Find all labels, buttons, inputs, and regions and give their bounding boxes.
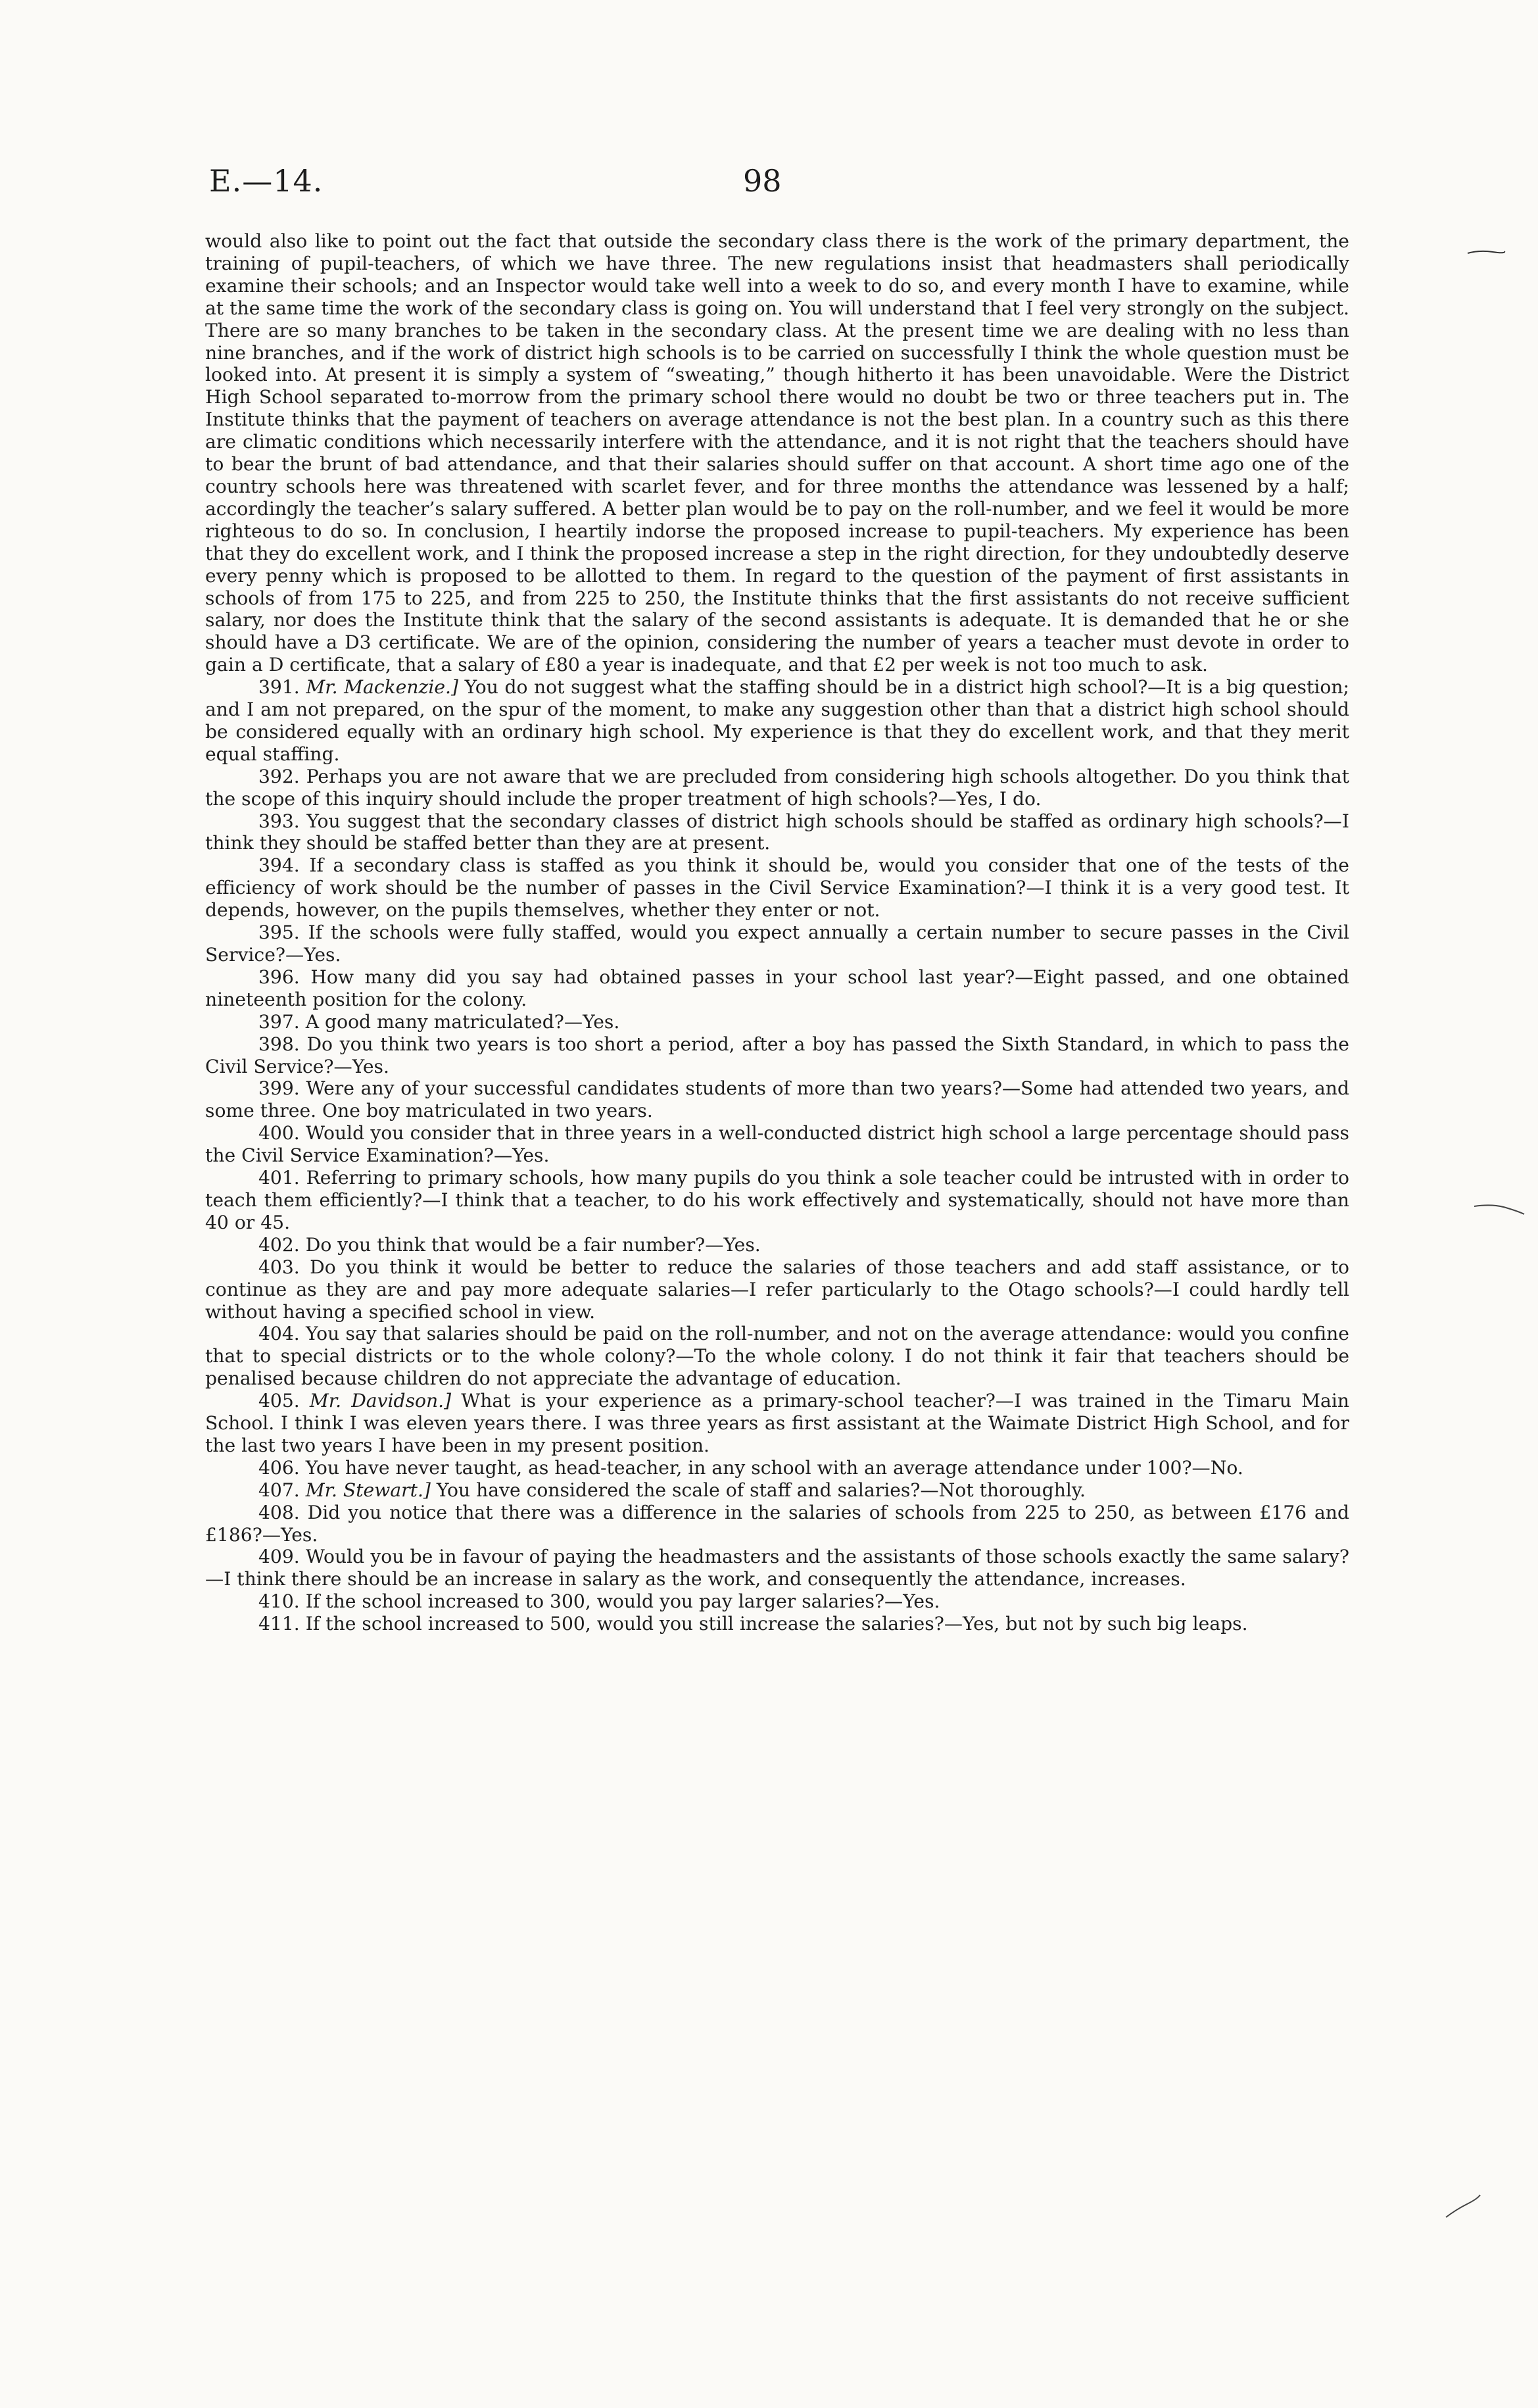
question-number: 404. [258,1323,300,1345]
margin-pencil-mark-icon [1473,1204,1526,1217]
question-number: 392. [258,765,300,787]
question-407 [205,1479,1349,1502]
question-number: 398. [258,1033,300,1055]
question-text: You say that salaries should be paid on the roll-number, and not on the average attendance: would you confine that to special districts or to the whole colony?—To the whole colony. I do not think it fair that teachers should be penalised because children do not appreciate the advantage of education. [205,1323,1349,1390]
question-399 [205,1077,1349,1122]
question-text: Do you think two years is too short a period, after a boy has passed the Sixth Standard, in which to pass the Civil Service?—Yes. [205,1033,1349,1077]
question-409 [205,1546,1349,1590]
margin-pencil-mark-icon [1466,249,1506,255]
question-number: 409. [258,1546,300,1568]
question-400 [205,1122,1349,1167]
question-text: You have never taught, as head-teacher, in any school with an average attendance under 100?—No. [305,1456,1243,1479]
question-392 [205,766,1349,810]
speaker: Mr. Mackenzie.] [306,676,459,699]
question-text: Perhaps you are not aware that we are precluded from considering high schools altogether. Do you think that the scope of this inquiry should include the proper treatment of high schools?—Yes, I do. [205,765,1349,810]
question-number: 402. [258,1233,300,1256]
question-394 [205,854,1349,921]
question-number: 400. [258,1122,300,1144]
question-text: Referring to primary schools, how many pupils do you think a sole teacher could be intrusted with in order to teach them efficiently?—I think that a teacher, to do his work effectively and systematically, should not have more than 40 or 45. [205,1167,1349,1233]
question-number: 403. [258,1256,300,1278]
question-410 [205,1590,1349,1613]
question-397 [205,1011,1349,1033]
question-text: If the schools were fully staffed, would you expect annually a certain number to secure passes in the Civil Service?—Yes. [205,921,1349,966]
question-398 [205,1033,1349,1078]
question-text: What is your experience as a primary-school teacher?—I was trained in the Timaru Main School. I think I was eleven years there. I was three years as first assistant at the Waimate District High School, and for the last two years I have been in my present position. [205,1390,1349,1456]
question-408 [205,1502,1349,1546]
question-405 [205,1390,1349,1457]
question-411 [205,1613,1349,1635]
question-391 [205,676,1349,766]
question-406 [205,1457,1349,1479]
question-text: If the school increased to 300, would you pay larger salaries?—Yes. [305,1590,940,1613]
question-number: 396. [258,966,300,988]
question-404 [205,1323,1349,1390]
question-text: Were any of your successful candidates students of more than two years?—Some had attended two years, and some three. One boy matriculated in two years. [205,1077,1349,1122]
question-number: 395. [258,921,300,944]
question-text: Did you notice that there was a difference in the salaries of schools from 225 to 250, as between £176 and £186?—Yes. [205,1501,1349,1546]
question-text: You have considered the scale of staff and salaries?—Not thoroughly. [430,1479,1086,1501]
question-text: You do not suggest what the staffing should be in a district high school?—It is a big question; and I am not prepared, on the spur of the moment, to make any suggestion other than that a district high school should be considered equally with an ordinary high school. My experience is that they do excellent work, and that they merit equal staffing. [205,676,1349,765]
question-395 [205,921,1349,966]
question-number: 391. [258,676,300,699]
question-text: Would you be in favour of paying the headmasters and the assistants of those schools exactly the same salary?—I think there should be an increase in salary as the work, and consequently the attendance, increases. [205,1546,1349,1590]
document-reference: E.—14. [209,163,324,199]
question-402 [205,1234,1349,1256]
question-text: How many did you say had obtained passes in your school last year?—Eight passed, and one obtained nineteenth position for the colony. [205,966,1350,1010]
question-number: 407. [258,1479,300,1501]
question-text: If a secondary class is staffed as you think it should be, would you consider that one of the tests of the efficiency of work should be the number of passes in the Civil Service Examination?—I think it is a very good test. It depends, however, on the pupils themselves, whether they enter or not. [205,854,1349,921]
question-text: Would you consider that in three years in a well-conducted district high school a large percentage should pass the Civil Service Examination?—Yes. [205,1122,1349,1167]
question-number: 394. [258,854,300,877]
question-396 [205,966,1349,1011]
question-number: 405. [258,1390,300,1412]
question-number: 410. [258,1590,300,1613]
question-text: A good many matriculated?—Yes. [305,1010,620,1033]
question-number: 399. [258,1077,300,1100]
question-393 [205,810,1349,855]
question-number: 397. [258,1010,300,1033]
question-text: Do you think that would be a fair number?—Yes. [305,1233,761,1256]
margin-pencil-mark-icon [1443,2180,1483,2220]
intro-paragraph: would also like to point out the fact that outside the secondary class there is the work of the primary department, the training of pupil-teachers, of which we have three. The new regulations insist that headmasters shall periodically examine their schools; and an Inspector would take well into a week to do so, and every month I have to examine, while at the same time the work of the secondary class is going on. You will understand that I feel very strongly on the subject. There are so many branches to be taken in the secondary class. At the present time we are dealing with no less than nine branches, and if the work of district high schools is to be carried on successfully I think the whole question must be looked into. At present it is simply a system of “sweating,” though hitherto it has been unavoidable. Were the District High School separated to-morrow from the primary school there would no doubt be two or three teachers put in. The Institute thinks that the payment of teachers on average attendance is not the best plan. In a country such as this there are climatic conditions which necessarily interfere with the attendance, and it is not right that the teachers should have to bear the brunt of bad attendance, and that their salaries should suffer on that account. A short time ago one of the country schools here was threatened with scarlet fever, and for three months the attendance was lessened by a half; accordingly the teacher’s salary suffered. A better plan would be to pay on the roll-number, and we feel it would be more righteous to do so. In conclusion, I heartily indorse the proposed increase to pupil-teachers. My experience has been that they do excellent work, and I think the proposed increase a step in the right direction, for they undoubtedly deserve every penny which is proposed to be allotted to them. In regard to the question of the payment of first assistants in schools of from 175 to 225, and from 225 to 250, the Institute thinks that the first assistants do not receive sufficient salary, nor does the Institute think that the salary of the second assistants is adequate. It is demanded that he or she should have a D3 certificate. We are of the opinion, considering the number of years a teacher must devote in order to gain a D certificate, that a salary of £80 a year is inadequate, and that £2 per week is not too much to ask. [205,230,1349,676]
question-number: 411. [258,1613,300,1635]
question-number: 406. [258,1456,300,1479]
question-number: 408. [258,1501,300,1523]
question-text: Do you think it would be better to reduce the salaries of those teachers and add staff assistance, or to continue as they are and pay more adequate salaries—I refer particularly to the Otago schools?—I could hardly tell without having a specified school in view. [205,1256,1349,1323]
page-number: 98 [743,163,782,199]
speaker: Mr. Davidson.] [309,1390,452,1412]
page-header [0,163,1538,209]
question-text: If the school increased to 500, would you still increase the salaries?—Yes, but not by such big leaps. [305,1613,1248,1635]
body-text [205,230,1349,1635]
question-403 [205,1256,1349,1323]
speaker: Mr. Stewart.] [305,1479,431,1501]
question-text: You suggest that the secondary classes of district high schools should be staffed as ordinary high schools?—I think they should be staffed better than they are at present. [205,810,1350,854]
question-number: 401. [258,1167,300,1189]
question-number: 393. [258,810,300,832]
question-401 [205,1167,1349,1234]
